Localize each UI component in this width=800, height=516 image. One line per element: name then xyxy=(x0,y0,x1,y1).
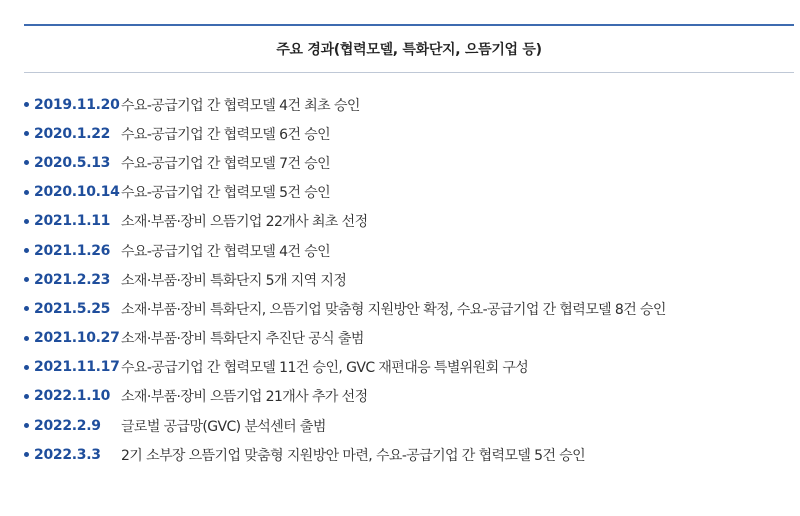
timeline-date: 2020.5.13 xyxy=(34,154,111,171)
timeline-item xyxy=(24,382,794,411)
timeline-date: 2021.2.23 xyxy=(34,271,111,288)
panel-header xyxy=(24,26,794,72)
timeline-description: 수요-공급기업 간 협력모델 4건 승인 xyxy=(121,243,331,260)
timeline-date: 2021.1.11 xyxy=(34,213,111,230)
bullet-icon xyxy=(24,394,29,399)
bullet-icon xyxy=(24,306,29,311)
timeline-item xyxy=(24,207,794,236)
timeline-description: 글로벌 공급망(GVC) 분석센터 출범 xyxy=(121,418,326,435)
bullet-icon xyxy=(24,190,29,195)
timeline-description: 소재·부품·장비 특화단지 5개 지역 지정 xyxy=(121,272,347,289)
timeline-list xyxy=(24,90,794,469)
timeline-item xyxy=(24,119,794,148)
bullet-icon xyxy=(24,452,29,457)
bullet-icon xyxy=(24,160,29,165)
timeline-description: 소재·부품·장비 으뜸기업 21개사 추가 선정 xyxy=(121,389,368,406)
timeline-description: 소재·부품·장비 특화단지, 으뜸기업 맞춤형 지원방안 확정, 수요-공급기업 간 협력모델 8건 승인 xyxy=(121,301,666,318)
timeline-date: 2022.2.9 xyxy=(34,417,101,434)
bullet-icon xyxy=(24,219,29,224)
panel-title: 주요 경과(협력모델, 특화단지, 으뜸기업 등) xyxy=(276,42,542,58)
bullet-icon xyxy=(24,336,29,341)
timeline-description: 2기 소부장 으뜸기업 맞춤형 지원방안 마련, 수요-공급기업 간 협력모델 5건 승인 xyxy=(121,447,586,464)
timeline-description: 수요-공급기업 간 협력모델 11건 승인, GVC 재편대응 특별위원회 구성 xyxy=(121,360,529,377)
timeline-item xyxy=(24,294,794,323)
timeline-item xyxy=(24,353,794,382)
timeline-date: 2022.1.10 xyxy=(34,388,111,405)
timeline-item xyxy=(24,178,794,207)
timeline-description: 수요-공급기업 간 협력모델 7건 승인 xyxy=(121,155,331,172)
timeline-item xyxy=(24,411,794,440)
bullet-icon xyxy=(24,131,29,136)
timeline-item xyxy=(24,440,794,469)
timeline-description: 수요-공급기업 간 협력모델 4건 최초 승인 xyxy=(121,97,360,114)
header-bottom-rule xyxy=(24,72,794,73)
timeline-item xyxy=(24,90,794,119)
timeline-item xyxy=(24,236,794,265)
timeline-date: 2021.1.26 xyxy=(34,242,111,259)
timeline-date: 2019.11.20 xyxy=(34,96,120,113)
timeline-item xyxy=(24,265,794,294)
timeline-description: 수요-공급기업 간 협력모델 5건 승인 xyxy=(121,185,331,202)
timeline-date: 2021.5.25 xyxy=(34,300,111,317)
timeline-description: 소재·부품·장비 으뜸기업 22개사 최초 선정 xyxy=(121,214,368,231)
timeline-description: 소재·부품·장비 특화단지 추진단 공식 출범 xyxy=(121,331,364,348)
timeline-date: 2022.3.3 xyxy=(34,446,101,463)
bullet-icon xyxy=(24,365,29,370)
timeline-date: 2021.11.17 xyxy=(34,359,120,376)
timeline-date: 2021.10.27 xyxy=(34,330,120,347)
timeline-date: 2020.10.14 xyxy=(34,184,120,201)
timeline-date: 2020.1.22 xyxy=(34,125,111,142)
bullet-icon xyxy=(24,277,29,282)
timeline-panel xyxy=(24,24,794,464)
bullet-icon xyxy=(24,102,29,107)
timeline-item xyxy=(24,324,794,353)
timeline-description: 수요-공급기업 간 협력모델 6건 승인 xyxy=(121,126,331,143)
bullet-icon xyxy=(24,423,29,428)
bullet-icon xyxy=(24,248,29,253)
timeline-item xyxy=(24,148,794,177)
